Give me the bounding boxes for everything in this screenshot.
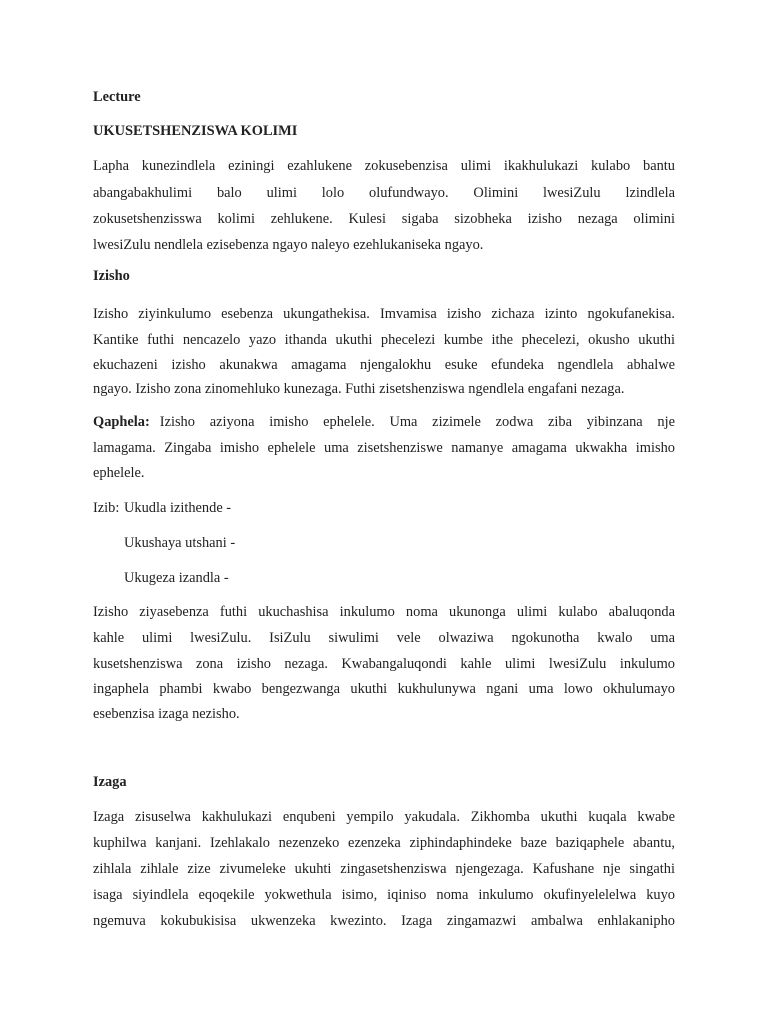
list-item: Ukushaya utshani -	[124, 535, 236, 551]
section-heading-izaga: Izaga	[93, 774, 127, 790]
paragraph-line: kusetshenziswa zona izisho nezaga. Kwabangaluqondi kahle ulimi lwesiZulu inkulumo	[93, 656, 675, 672]
paragraph-line: Kantike futhi nencazelo yazo ithanda ukuthi phecelezi kumbe ithe phecelezi, okusho ukuthi	[93, 332, 675, 348]
paragraph-line: zokusetshenzisswa kolimi zehlukene. Kulesi sigaba sizobheka izisho nezaga olimini	[93, 211, 675, 227]
paragraph-line: Izaga zisuselwa kakhulukazi enqubeni yempilo yakudala. Zikhomba ukuthi kuqala kwabe	[93, 809, 675, 825]
paragraph-line: esebenzisa izaga nezisho.	[93, 706, 240, 722]
list-item: Ukugeza izandla -	[124, 570, 229, 586]
paragraph-line: lwesiZulu nendlela ezisebenza ngayo naleyo ezehlukaniseka ngayo.	[93, 237, 484, 253]
paragraph-line: kahle ulimi lwesiZulu. IsiZulu siwulimi vele olwaziwa ngokunotha kwalo uma	[93, 630, 675, 646]
paragraph-line: Lapha kunezindlela eziningi ezahlukene zokusebenzisa ulimi ikakhulukazi kulabo bantu	[93, 158, 675, 174]
paragraph-line: kuphilwa kanjani. Izehlakalo nezenzeko ezenzeka ziphindaphindeke baze baziqaphele abantu,	[93, 835, 675, 851]
note-label: Qaphela:	[93, 414, 150, 430]
note-text: Izisho aziyona imisho ephelele. Uma zizimele zodwa ziba yibinzana nje	[159, 414, 675, 430]
paragraph-line	[93, 413, 675, 431]
list-item: Ukudla izithende -	[124, 500, 232, 516]
lecture-label: Lecture	[93, 89, 141, 105]
examples-label: Izib:	[93, 500, 120, 516]
paragraph-line: Izisho ziyinkulumo esebenza ukungathekisa. Imvamisa izisho zichaza izinto ngokufanekisa.	[93, 306, 675, 322]
paragraph-line: lamagama. Zingaba imisho ephelele uma zisetshenziswe namanye amagama ukwakha imisho	[93, 440, 675, 456]
paragraph-line: zihlala zihlale zize zivumeleke ukuhti zingasetshenziswa njengezaga. Kafushane nje singathi	[93, 861, 675, 877]
section-heading-izisho: Izisho	[93, 268, 130, 284]
paragraph-line: ephelele.	[93, 465, 145, 481]
page-title: UKUSETSHENZISWA KOLIMI	[93, 123, 298, 139]
paragraph-line: ngemuva kokubukisisa ukwenzeka kwezinto. Izaga zingamazwi ambalwa enhlakanipho	[93, 913, 675, 929]
paragraph-line: ekuchazeni izisho akunakwa amagama njengalokhu esuke efundeka ngendlela abhalwe	[93, 357, 675, 373]
paragraph-line: abangabakhulimi balo ulimi lolo olufundwayo. Olimini lwesiZulu lzindlela	[93, 185, 675, 201]
paragraph-line: isaga siyindlela eqoqekile yokwethula isimo, iqiniso noma inkulumo okufinyelelelwa kuyo	[93, 887, 675, 903]
paragraph-line: ingaphela phambi kwabo bengezwanga ukuthi kukhulunywa ngani uma lowo okhulumayo	[93, 681, 675, 697]
paragraph-line: Izisho ziyasebenza futhi ukuchashisa inkulumo noma ukunonga ulimi kulabo abaluqonda	[93, 604, 675, 620]
paragraph-line: ngayo. Izisho zona zinomehluko kunezaga. Futhi zisetshenziswa ngendlela engafani nezaga.	[93, 381, 625, 397]
